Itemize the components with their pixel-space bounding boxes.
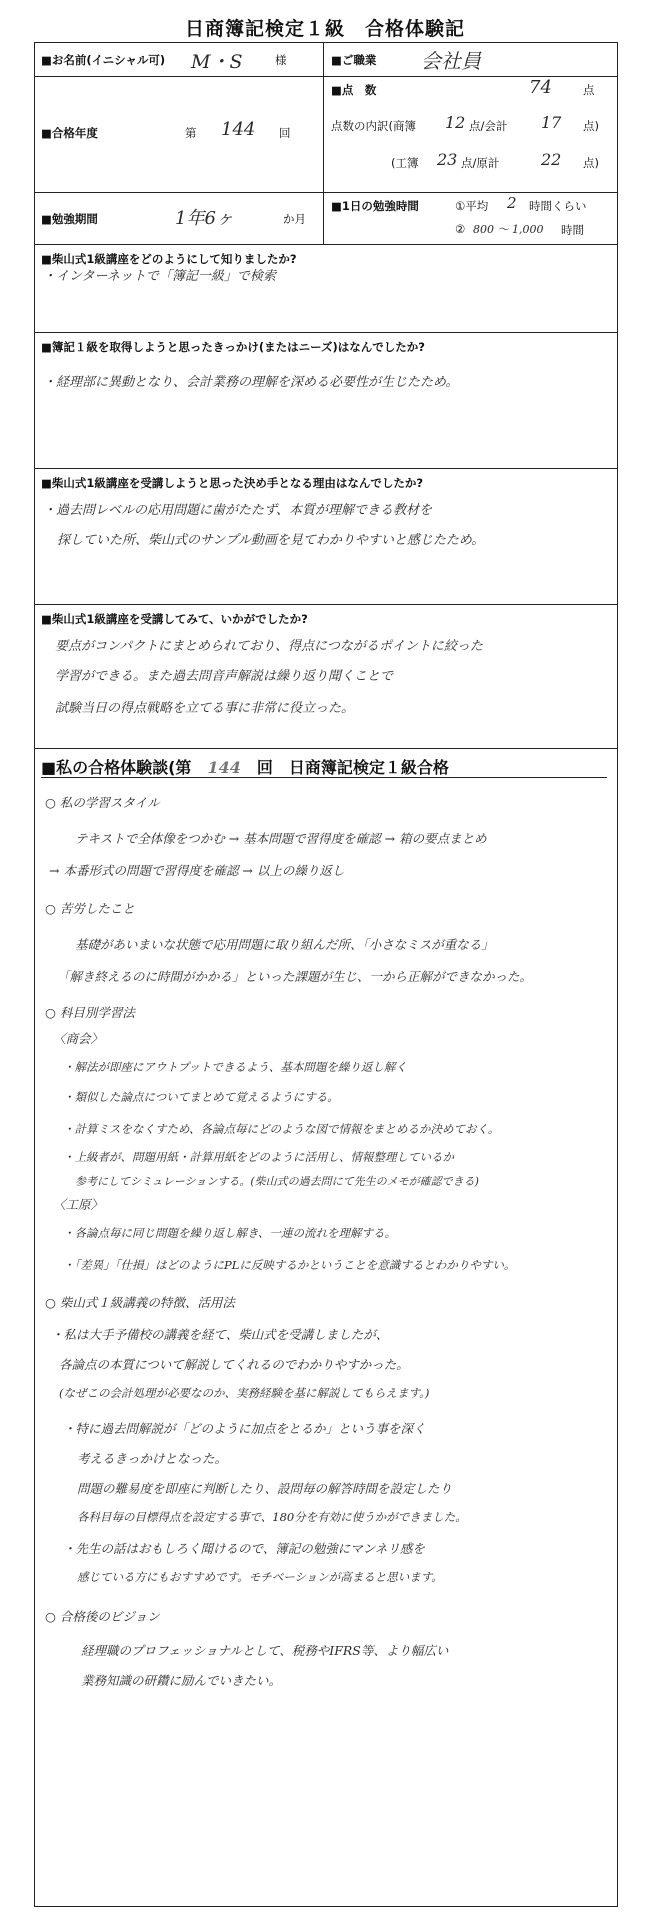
story-line: 問題の難易度を即座に判断したり、設問毎の解答時間を設定したり	[77, 1481, 453, 1496]
answer-line: 探していた所、柴山式のサンプル動画を見てわかりやすいと感じたため。	[57, 533, 485, 548]
breakdown-end-1: 点)	[583, 119, 599, 133]
row-year-score	[35, 77, 617, 193]
answer-line: 要点がコンパクトにまとめられており、得点につながるポイントに絞った	[55, 639, 483, 654]
question-label: ■柴山式1級講座を受講してみて、いかがでしたか?	[41, 612, 308, 626]
period-label: ■勉強期間	[41, 212, 98, 226]
document-title: 日商簿記検定１級 合格体験記	[184, 18, 465, 40]
story-heading-difficulty: ○ 苦労したこと	[45, 901, 135, 916]
question-how-known	[35, 245, 617, 333]
story-title	[41, 755, 449, 778]
year-suffix: 回	[279, 126, 291, 140]
story-heading-style: ○ 私の学習スタイル	[45, 795, 160, 810]
story-line: ・「差異」「仕損」はどのようにPLに反映するかということを意識するとわかりやすい。	[63, 1258, 516, 1272]
story-title-underline	[41, 777, 607, 778]
score-value: 74	[529, 77, 552, 98]
daily-label: ■1日の勉強時間	[331, 199, 419, 213]
column-divider	[323, 43, 324, 76]
column-divider	[323, 77, 324, 192]
name-label: ■お名前(イニシャル可)	[41, 53, 166, 67]
avg-label: ①平均	[455, 199, 489, 213]
job-label: ■ご職業	[331, 53, 377, 67]
story-line: 基礎があいまいな状態で応用問題に取り組んだ所、「小さなミスが重なる」	[75, 937, 494, 952]
story-line: ・各論点毎に同じ問題を繰り返し解き、一連の流れを理解する。	[63, 1226, 397, 1240]
score-unit: 点	[583, 83, 595, 97]
story-line: 感じている方にもおすすめです。モチベーションが高まると思います。	[77, 1570, 443, 1584]
year-value: 144	[221, 119, 256, 140]
range-label: ②	[455, 222, 466, 236]
story-line: 参考にしてシミュレーションする。(柴山式の過去問にて先生のメモが確認できる)	[75, 1175, 479, 1188]
answer-line: 学習ができる。また過去問音声解説は繰り返り聞くことで	[55, 669, 394, 684]
genkei-value: 22	[541, 150, 562, 169]
row-period-daily	[35, 193, 617, 245]
year-label: ■合格年度	[41, 126, 98, 140]
row-name-job	[35, 43, 617, 77]
answer-line: ・経理部に異動となり、会計業務の理解を深める必要性が生じたため。	[43, 375, 459, 390]
story-line: 業務知識の研鑽に励んでいきたい。	[81, 1673, 282, 1688]
story-line: 各論点の本質について解説してくれるのでわかりやすかった。	[59, 1357, 409, 1372]
job-value: 会社員	[421, 49, 481, 73]
kobo-value: 23	[437, 150, 458, 169]
column-divider	[323, 193, 324, 244]
story-subheading-kogen: 〈工原〉	[53, 1197, 104, 1212]
avg-value: 2	[507, 194, 517, 212]
story-heading-features: ○ 柴山式１級講義の特徴、活用法	[45, 1295, 235, 1310]
story-line: 考えるきっかけとなった。	[77, 1451, 228, 1466]
question-label: ■柴山式1級講座をどのようにして知りましたか?	[41, 252, 297, 266]
question-deciding-factor	[35, 469, 617, 605]
shobo-value: 12	[445, 113, 466, 132]
story-heading-subjects: ○ 科目別学習法	[45, 1005, 135, 1020]
question-motivation	[35, 333, 617, 469]
question-impression	[35, 605, 617, 749]
story-line: ・上級者が、問題用紙・計算用紙をどのように活用し、情報整理しているか	[63, 1150, 454, 1164]
story-line: (なぜこの会計処理が必要なのか、実務経験を基に解説してもらえます。)	[59, 1386, 430, 1400]
range-value: 800 〜 1,000	[473, 223, 544, 236]
story-line: ・私は大手予備校の講義を経て、柴山式を受講しましたが、	[51, 1327, 389, 1342]
avg-suffix: 時間くらい	[529, 199, 587, 213]
story-line: 経理職のプロフェッショナルとして、税務やIFRS等、より幅広い	[81, 1643, 449, 1658]
story-title-prefix: ■私の合格体験談(第	[41, 758, 192, 777]
period-suffix: か月	[283, 212, 306, 226]
story-heading-vision: ○ 合格後のビジョン	[45, 1609, 160, 1624]
story-title-number: 144	[207, 758, 241, 777]
story-line: ・先生の話はおもしろく聞けるので、簿記の勉強にマンネリ感を	[63, 1541, 425, 1556]
story-subheading-shokai: 〈商会〉	[53, 1031, 104, 1046]
period-value: 1年6ヶ	[175, 208, 234, 229]
answer-line: ・過去問レベルの応用問題に歯がたたず、本質が理解できる教材を	[43, 503, 432, 518]
story-line: 各科目毎の目標得点を設定する事で、180分を有効に使うかができました。	[77, 1510, 467, 1524]
question-label: ■柴山式1級講座を受講しようと思った決め手となる理由はなんでしたか?	[41, 476, 424, 490]
breakdown-label-2: (工簿	[391, 156, 419, 170]
breakdown-label-1: 点数の内訳(商簿	[331, 119, 416, 133]
breakdown-mid-1: 点/会計	[469, 119, 508, 133]
story-line: テキストで全体像をつかむ → 基本問題で習得度を確認 → 箱の要点まとめ	[75, 831, 487, 846]
story-line: → 本番形式の問題で習得度を確認 → 以上の繰り返し	[49, 863, 345, 878]
question-label: ■簿記１級を取得しようと思ったきっかけ(またはニーズ)はなんでしたか?	[41, 340, 425, 354]
kaikei-value: 17	[541, 113, 562, 132]
name-value: M・S	[191, 51, 243, 73]
breakdown-mid-2: 点/原計	[461, 156, 500, 170]
story-section	[35, 749, 617, 1906]
answer-line: ・インターネットで「簿記一級」で検索	[43, 269, 276, 284]
range-suffix: 時間	[561, 223, 584, 237]
answer-line: 試験当日の得点戦略を立てる事に非常に役立った。	[55, 701, 355, 716]
story-line: ・類似した論点についてまとめて覚えるようにする。	[63, 1090, 339, 1104]
breakdown-end-2: 点)	[583, 156, 599, 170]
score-label: ■点 数	[331, 83, 377, 97]
story-line: 「解き終えるのに時間がかかる」といった課題が生じ、一から正解ができなかった。	[57, 969, 533, 984]
story-title-suffix: 回 日商簿記検定１級合格	[256, 758, 449, 777]
story-line: ・計算ミスをなくすため、各論点毎にどのような図で情報をまとめるか決めておく。	[63, 1122, 500, 1136]
name-suffix: 様	[275, 53, 287, 67]
year-prefix: 第	[185, 126, 197, 140]
form-frame	[34, 42, 618, 1907]
story-line: ・解法が即座にアウトプットできるよう、基本問題を繰り返し解く	[63, 1060, 407, 1074]
story-line: ・特に過去問解説が「どのように加点をとるか」という事を深く	[63, 1421, 426, 1436]
